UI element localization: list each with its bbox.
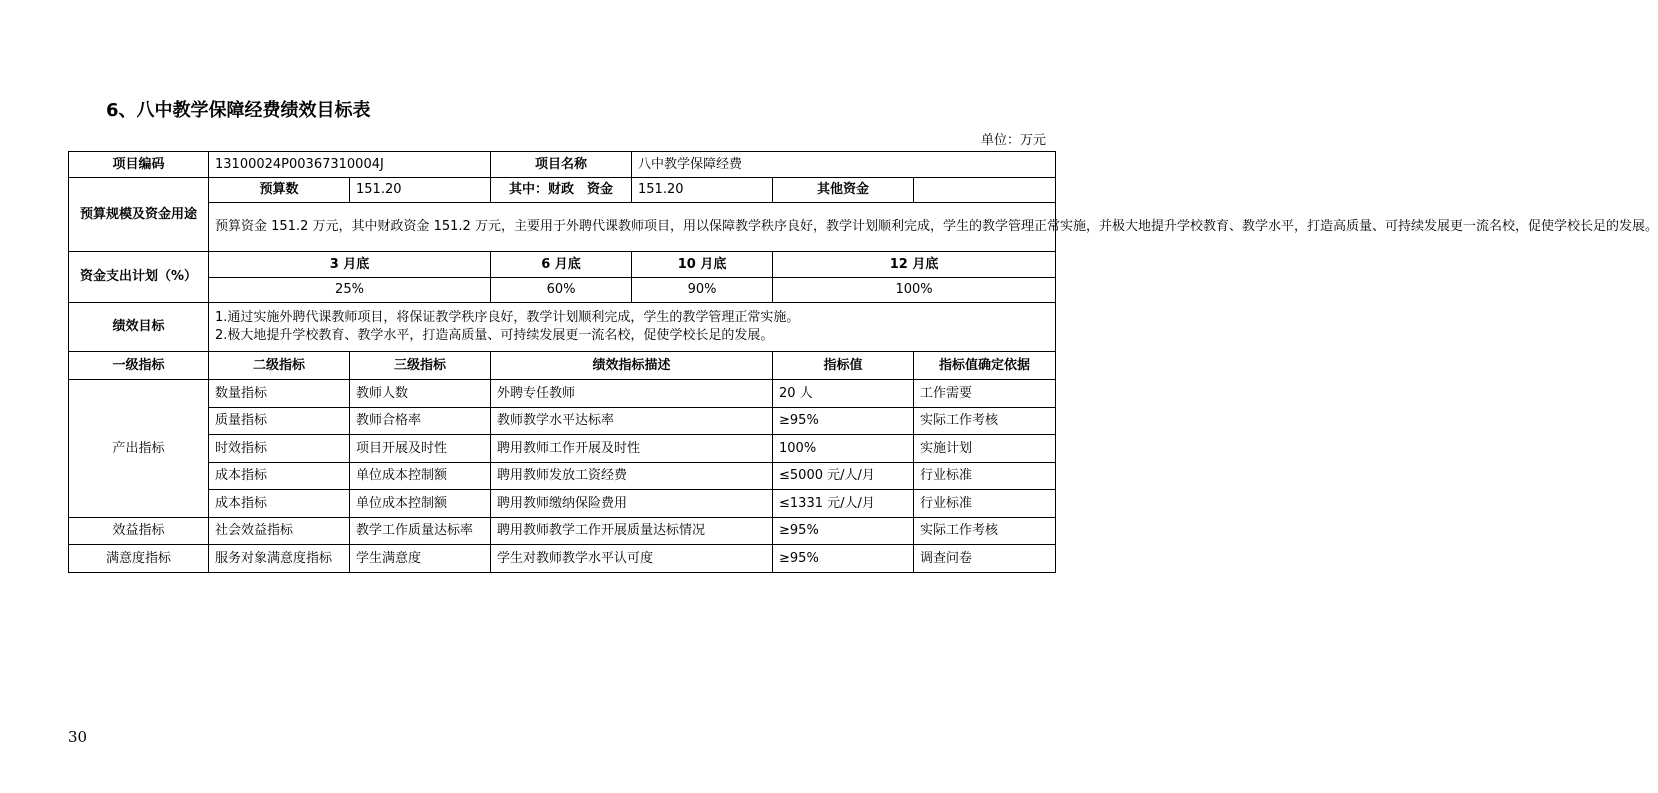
level2-cell: 社会效益指标 [209,518,350,545]
table-row [69,380,1056,408]
value-cell: ≤1331 元/人/月 [773,490,914,518]
performance-target-table [68,151,1658,573]
header-value: 指标值 [773,352,914,380]
plan-month-12: 12 月底 [773,252,1056,278]
value-cell: ≥95% [773,545,914,573]
indicator-header-row [69,352,1056,380]
goal-item: 1.通过实施外聘代课教师项目，将保证教学秩序良好，教学计划顺利完成，学生的教学管理正常实施。 [215,310,800,325]
budget-amount-value: 151.20 [350,178,491,203]
level2-cell: 成本指标 [209,490,350,518]
level2-cell: 数量指标 [209,380,350,408]
plan-month-10: 10 月底 [632,252,773,278]
plan-values-row [69,278,1056,303]
basis-cell: 行业标准 [914,490,1056,518]
project-name-label: 项目名称 [491,152,632,178]
goals-row [69,303,1056,352]
plan-month-6: 6 月底 [491,252,632,278]
header-level3: 三级指标 [350,352,491,380]
value-cell: ≤5000 元/人/月 [773,463,914,490]
table-row [69,490,1056,518]
level3-cell: 单位成本控制额 [350,463,491,490]
level2-cell: 时效指标 [209,435,350,463]
project-row [69,152,1056,178]
plan-months-row [69,252,1056,278]
basis-cell: 实际工作考核 [914,518,1056,545]
table-row [69,435,1056,463]
table-row [69,545,1056,573]
basis-cell: 实际工作考核 [914,408,1056,435]
table-row [69,518,1056,545]
budget-description-row [69,203,1056,252]
goals-content [209,303,1056,352]
table-row [69,408,1056,435]
goal-item: 2.极大地提升学校教育、教学水平，打造高质量、可持续发展更一流名校，促使学校长足的发展。 [215,328,774,343]
page-title: 6、八中教学保障经费绩效目标表 [106,100,371,121]
unit-label: 单位：万元 [980,133,1046,148]
budget-label: 预算规模及资金用途 [69,178,209,252]
description-cell: 教师教学水平达标率 [491,408,773,435]
plan-value-3: 25% [209,278,491,303]
description-cell: 聘用教师缴纳保险费用 [491,490,773,518]
basis-cell: 工作需要 [914,380,1056,408]
level3-cell: 单位成本控制额 [350,490,491,518]
plan-value-10: 90% [632,278,773,303]
level1-output: 产出指标 [69,380,209,518]
value-cell: 20 人 [773,380,914,408]
description-cell: 聘用教师工作开展及时性 [491,435,773,463]
project-name-value: 八中教学保障经费 [632,152,1056,178]
level3-cell: 学生满意度 [350,545,491,573]
header-level2: 二级指标 [209,352,350,380]
header-level1: 一级指标 [69,352,209,380]
basis-cell: 调查问卷 [914,545,1056,573]
level2-cell: 成本指标 [209,463,350,490]
basis-cell: 行业标准 [914,463,1056,490]
level2-cell: 质量指标 [209,408,350,435]
level3-cell: 项目开展及时性 [350,435,491,463]
header-description: 绩效指标描述 [491,352,773,380]
level2-cell: 服务对象满意度指标 [209,545,350,573]
project-code-value: 13100024P00367310004J [209,152,491,178]
basis-cell: 实施计划 [914,435,1056,463]
goals-label: 绩效目标 [69,303,209,352]
budget-amount-row [69,178,1056,203]
level1-satisfaction: 满意度指标 [69,545,209,573]
budget-other-value [914,178,1056,203]
description-cell: 聘用教师发放工资经费 [491,463,773,490]
value-cell: ≥95% [773,408,914,435]
budget-amount-label: 预算数 [209,178,350,203]
project-code-label: 项目编码 [69,152,209,178]
level3-cell: 教学工作质量达标率 [350,518,491,545]
table-row [69,463,1056,490]
page-number: 30 [68,728,88,746]
level3-cell: 教师人数 [350,380,491,408]
description-cell: 聘用教师教学工作开展质量达标情况 [491,518,773,545]
budget-description: 预算资金 151.2 万元，其中财政资金 151.2 万元，主要用于外聘代课教师项目，用以保障教学秩序良好，教学计划顺利完成，学生的教学管理正常实施，并极大地提升学校教育、教学水平，打造高质量、可持续发展更一流名校，促使学校长足的发展。 [209,203,1056,252]
budget-finance-label: 其中：财政 资金 [491,178,632,203]
plan-label: 资金支出计划（%） [69,252,209,303]
plan-month-3: 3 月底 [209,252,491,278]
description-cell: 外聘专任教师 [491,380,773,408]
level3-cell: 教师合格率 [350,408,491,435]
budget-other-label: 其他资金 [773,178,914,203]
plan-value-6: 60% [491,278,632,303]
header-basis: 指标值确定依据 [914,352,1056,380]
budget-finance-value: 151.20 [632,178,773,203]
plan-value-12: 100% [773,278,1056,303]
value-cell: ≥95% [773,518,914,545]
level1-benefit: 效益指标 [69,518,209,545]
description-cell: 学生对教师教学水平认可度 [491,545,773,573]
value-cell: 100% [773,435,914,463]
